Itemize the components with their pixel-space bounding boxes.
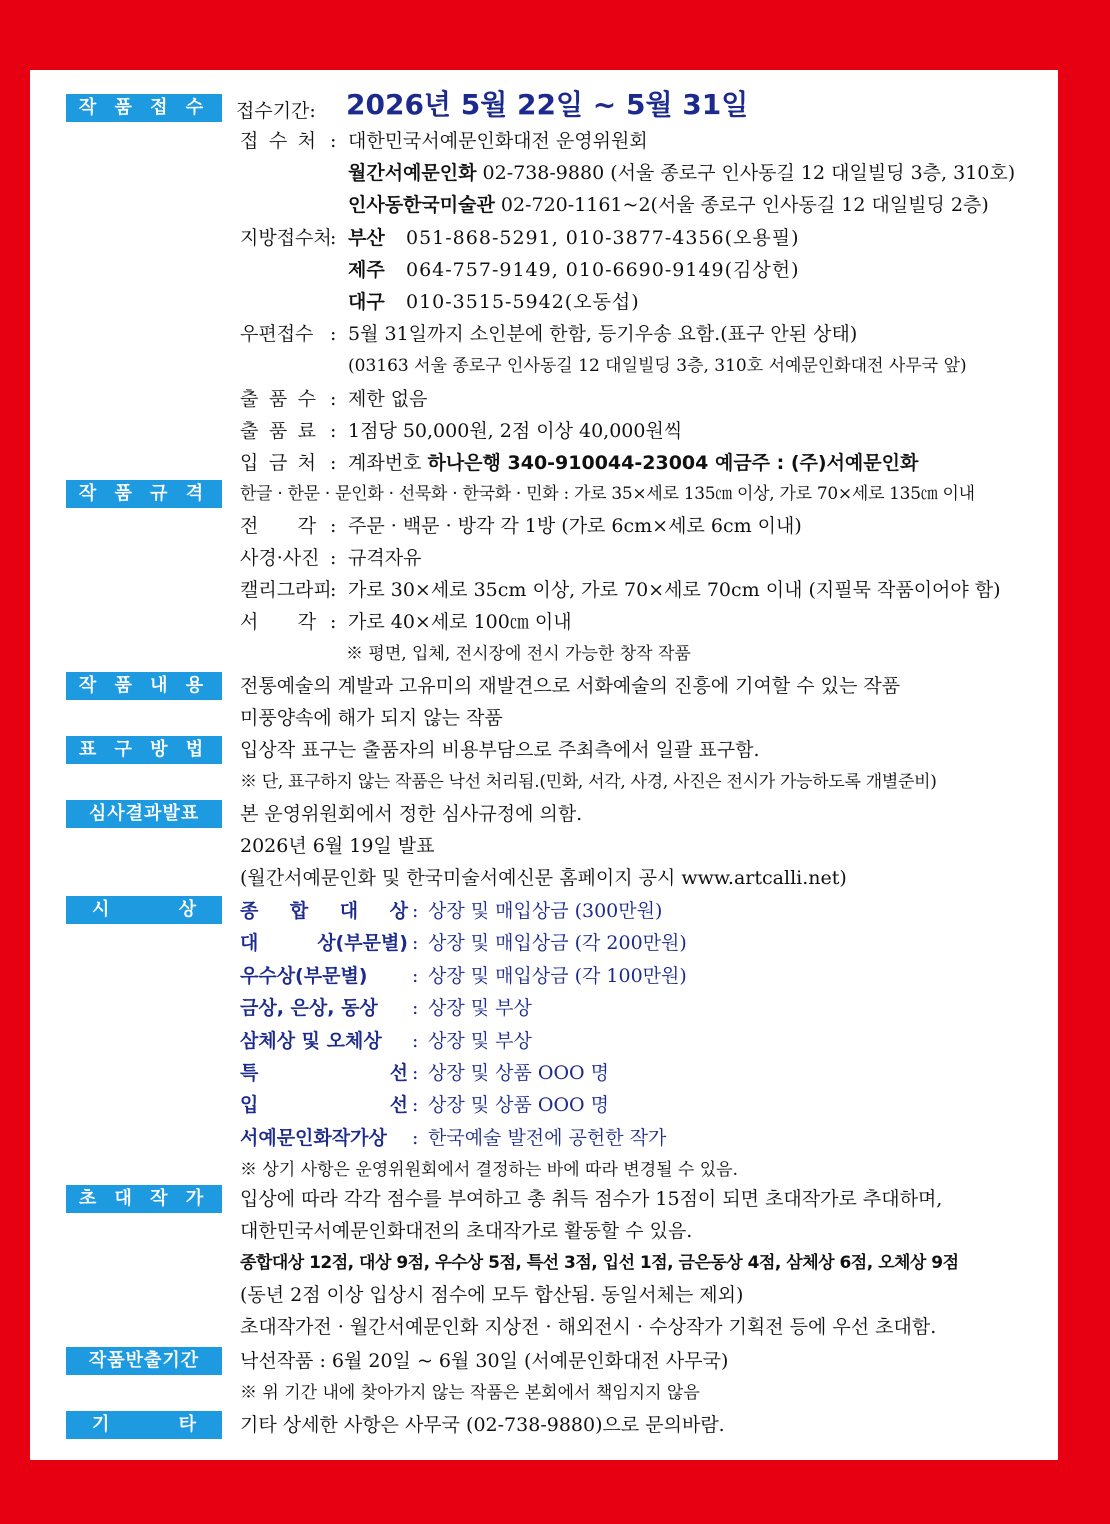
section-content: 작 품 내 용: [66, 672, 222, 700]
award-label: 종 합 대 상: [240, 900, 408, 922]
period-label: 접수기간:: [236, 100, 316, 122]
award-label: 우수상(부문별): [240, 964, 368, 987]
award-value: 상장 및 상품 OOO 명: [428, 1094, 610, 1117]
award-label: 삼체상 및 오체상: [240, 1029, 382, 1052]
award-label: 입 선: [240, 1094, 408, 1117]
place-value: 대한민국서예문인화대전 운영위원회: [348, 130, 648, 152]
section-invited: 초 대 작 가: [66, 1185, 222, 1213]
award-label: 대 상(부문별): [240, 932, 408, 955]
section-framing: 표 구 방 법: [66, 736, 222, 764]
award-value: 상장 및 부상: [428, 997, 532, 1020]
section-result: 심사결과발표: [66, 800, 222, 828]
section-reception: 작 품 접 수: [66, 94, 222, 122]
award-label: 금상, 은상, 동상: [240, 997, 378, 1020]
award-value: 상장 및 매입상금 (300만원): [428, 900, 663, 922]
section-return: 작품반출기간: [66, 1347, 222, 1375]
award-value: 한국예술 발전에 공헌한 작가: [428, 1126, 667, 1149]
section-etc: 기 타: [66, 1411, 222, 1439]
bank-account: 하나은행 340-910044-23004 예금주 : (주)서예문인화: [427, 452, 919, 474]
section-awards: 시 상: [66, 896, 222, 924]
award-value: 상장 및 상품 OOO 명: [428, 1062, 610, 1084]
award-value: 상장 및 매입상금 (각 100만원): [428, 964, 687, 987]
award-value: 상장 및 부상: [428, 1029, 532, 1052]
document-page: 작 품 접 수 접수기간: 2026년 5월 22일 ~ 5월 31일 접 수 처 : 대한민국서예문인화대전 운영위원회 월간서예문인화 02-738-9880 (서울 종로구 인사동길 12 대일빌딩 3층, 310호) 인사동한국미술관 02-720-1161~2(서울 종로구 인사동길 12 대일빌딩 2층) 지방접수처 : 부산 051-868-5291, 010-3877-4356(오용필) 제주 064-757-9149, 010-6690-9149(김상헌) 대구 010-3515-5942(오동섭) 우편접수 : 5월 31일까지 소인분에 한함, 등기우송 요함.(표구 안된 상태) (03163 서울 종로구 인사동길 12 대일빌딩 3층, 310호 서예문인화대전 사무국 앞) 출 품 수 : 제한 없음 출 품 료 : 1점당 50,000원, 2점 이상 40,000원씩 입 금 처 : 계좌번호 하나은행 340-910044-23004 예금주 : (주)서예문인화 작 품 규 격 한글 · 한문 · 문인화 · 선묵화 · 한국화 · 민화 : 가로 35×세로 135㎝ 이상, 가로 70×세로 135㎝ 이내 전 각 : 주문 · 백문 · 방각 각 1방 (가로 6cm×세로 6cm 이내) 사경·사진 : 규격자유 캘리그라피 : 가로 30×세로 35cm 이상, 가로 70×세로 70cm 이내 (지필묵 작품이어야 함) 서 각 : 가로 40×세로 100㎝ 이내 ※ 평면, 입체, 전시장에 전시 가능한 창작 작품 작 품 내 용 전통예술의 계발과 고유미의 재발견으로 서화예술의 진흥에 기여할 수 있는 작품 미풍양속에 해가 되지 않는 작품 표 구 방 법 입상작 표구는 출품자의 비용부담으로 주최측에서 일괄 표구함. ※ 단, 표구하지 않는 작품은 낙선 처리됨.(민화, 서각, 사경, 사진은 전시가 가능하도록 개별준비) 심사결과발표 본 운영위원회에서 정한 심사규정에 의함. 2026년 6월 19일 발표 (월간서예문인화 및 한국미술서예신문 홈페이지 공시 www.artcalli.net) 시 상 종 합 대 상 : 상장 및 매입상금 (300만원) 대 상(부문별) : 상장 및 매입상금 (각 200만원) 우수상(부문별) : 상장 및 매입상금 (각 100만원) 금상, 은상, 동상 : 상장 및 부상 삼체상 및 오체상 : 상장 및 부상 특 선 : 상장 및 상품 OOO 명 입 선 : 상장 및 상품 OOO 명 서예문인화작가상 : 한국예술 발전에 공헌한 작가 ※ 상기 사항은 운영위원회에서 결정하는 바에 따라 변경될 수 있음. 초 대 작 가 입상에 따라 각각 점수를 부여하고 총 취득 점수가 15점이 되면 초대작가로 추대하며, 대한민국서예문인화대전의 초대작가로 활동할 수 있음. 종합대상 12점, 대상 9점, 우수상 5점, 특선 3점, 입선 1점, 금은동상 4점, 삼체상 6점, 오체상 9점 (동년 2점 이상 입상시 점수에 모두 합산됨. 동일서체는 제외) 초대작가전 · 월간서예문인화 지상전 · 해외전시 · 수상작가 기획전 등에 우선 초대함. 작품반출기간 낙선작품 : 6월 20일 ~ 6월 30일 (서예문인화대전 사무국) ※ 위 기간 내에 찾아가지 않는 작품은 본회에서 책임지지 않음 기 타 기타 상세한 사항은 사무국 (02-738-9880)으로 문의바람.: [30, 70, 1058, 1460]
award-label: 특 선: [240, 1062, 408, 1084]
period-value: 2026년 5월 22일 ~ 5월 31일: [346, 88, 749, 121]
section-spec: 작 품 규 격: [66, 480, 222, 508]
award-label: 서예문인화작가상: [240, 1126, 387, 1149]
award-value: 상장 및 매입상금 (각 200만원): [428, 932, 687, 955]
